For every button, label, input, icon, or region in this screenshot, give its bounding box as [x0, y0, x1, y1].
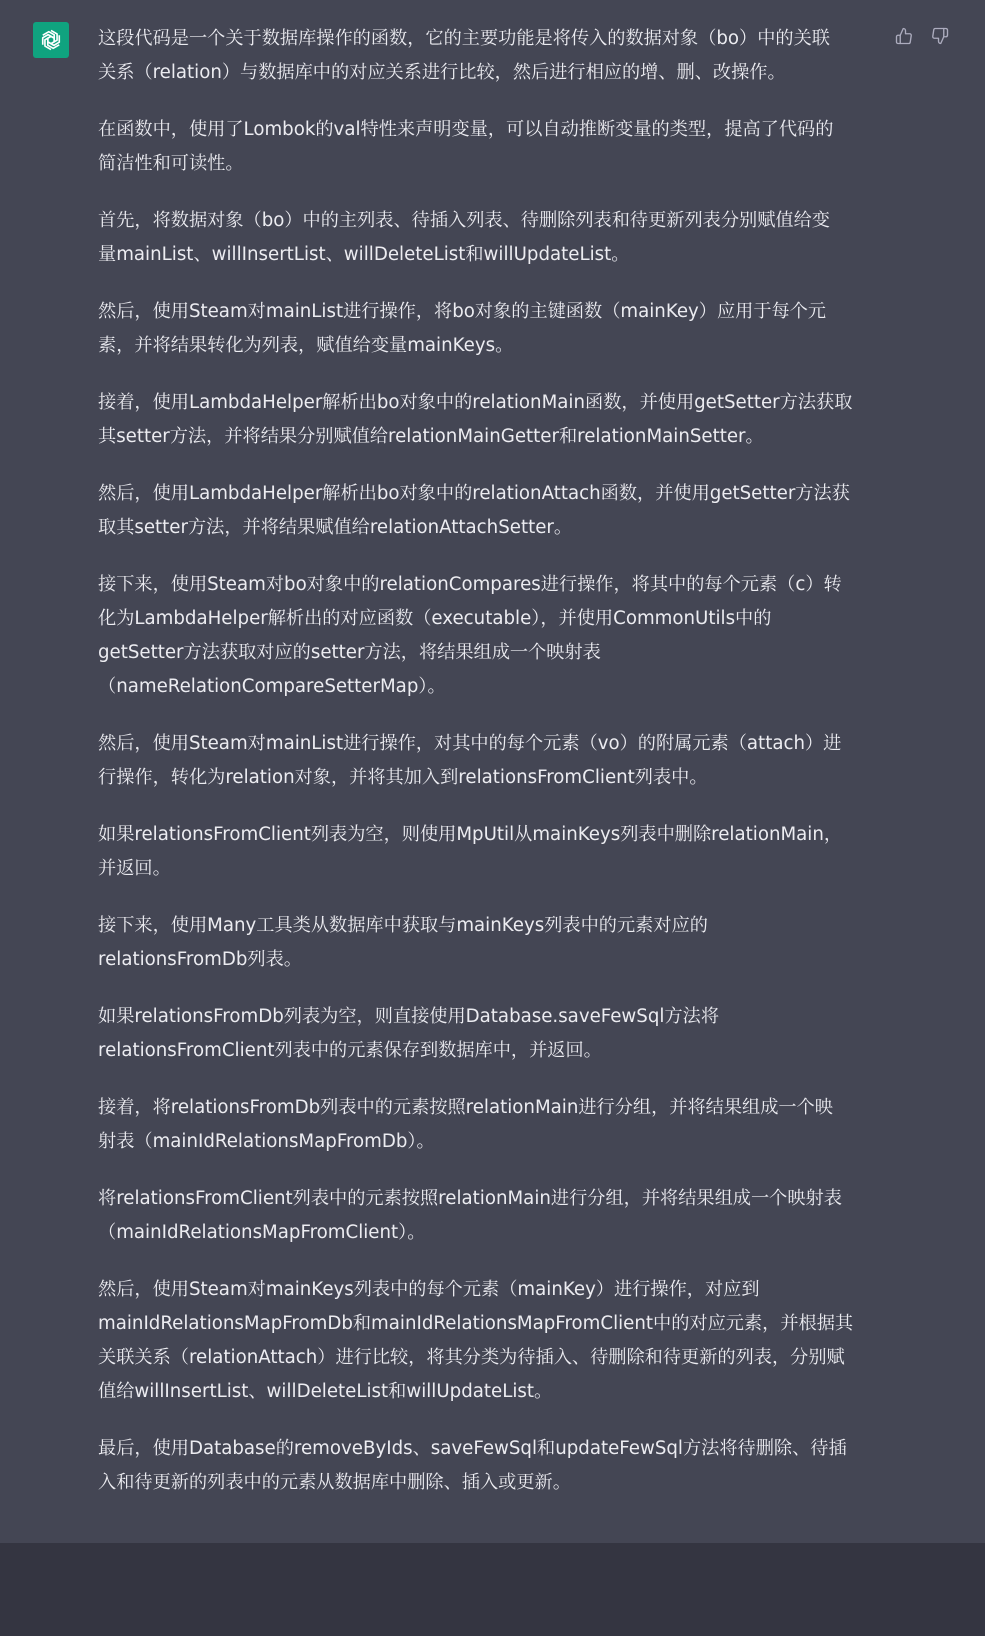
feedback-buttons [895, 26, 949, 46]
message-paragraph: 接着，将relationsFromDb列表中的元素按照relationMain进行分组，并将结果组成一个映 射表（mainIdRelationsMapFromDb）。 [98, 1097, 833, 1152]
message-paragraph: 如果relationsFromDb列表为空，则直接使用Database.saveFewSql方法将 relationsFromClient列表中的元素保存到数据库中，并返回。 [98, 1006, 720, 1061]
message-content [98, 22, 888, 1523]
message-paragraph: 然后，使用Steam对mainKeys列表中的每个元素（mainKey）进行操作，对应到 mainIdRelationsMapFromDb和mainIdRelationsMapFromClient中的对应元素，并根据其 关联关系（relationAttach）进行比较，将其分类为待插入、待删除和待更新的列表，分别赋 值给willInsertList、willDeleteList和willUpdateList。 [98, 1279, 854, 1402]
openai-logo-icon [38, 27, 64, 53]
message-paragraph: 然后，使用LambdaHelper解析出bo对象中的relationAttach函数，并使用getSetter方法获 取其setter方法，并将结果赋值给relationAttachSetter。 [98, 483, 850, 538]
message-paragraph: 接下来，使用Many工具类从数据库中获取与mainKeys列表中的元素对应的 relationsFromDb列表。 [98, 915, 708, 970]
message-paragraph: 最后，使用Database的removeByIds、saveFewSql和updateFewSql方法将待删除、待插 入和待更新的列表中的元素从数据库中删除、插入或更新。 [98, 1438, 847, 1493]
message-paragraph: 接下来，使用Steam对bo对象中的relationCompares进行操作，将其中的每个元素（c）转 化为LambdaHelper解析出的对应函数（executable），并使用CommonUtils中的 getSetter方法获取对应的setter方法，将结果组成一个映射表 （nameRelationCompareSetterMap）。 [98, 574, 842, 697]
thumbs-up-button[interactable] [895, 26, 913, 46]
message-paragraph: 这段代码是一个关于数据库操作的函数，它的主要功能是将传入的数据对象（bo）中的关联 关系（relation）与数据库中的对应关系进行比较，然后进行相应的增、删、改操作。 [98, 28, 830, 83]
thumbs-down-button[interactable] [931, 26, 949, 46]
message-paragraph: 首先，将数据对象（bo）中的主列表、待插入列表、待删除列表和待更新列表分别赋值给变 量mainList、willInsertList、willDeleteList和willUpdateList。 [98, 210, 830, 265]
message-paragraph: 接着，使用LambdaHelper解析出bo对象中的relationMain函数，并使用getSetter方法获取 其setter方法，并将结果分别赋值给relationMainGetter和relationMainSetter。 [98, 392, 853, 447]
message-paragraph: 然后，使用Steam对mainList进行操作，对其中的每个元素（vo）的附属元素（attach）进 行操作，转化为relation对象，并将其加入到relationsFromClient列表中。 [98, 733, 842, 788]
message-paragraph: 然后，使用Steam对mainList进行操作，将bo对象的主键函数（mainKey）应用于每个元 素，并将结果转化为列表，赋值给变量mainKeys。 [98, 301, 827, 356]
message-paragraph: 将relationsFromClient列表中的元素按照relationMain进行分组，并将结果组成一个映射表 （mainIdRelationsMapFromClient）。 [98, 1188, 842, 1243]
message-paragraph: 在函数中，使用了Lombok的val特性来声明变量，可以自动推断变量的类型，提高了代码的 简洁性和可读性。 [98, 119, 834, 174]
thumbs-down-icon [931, 27, 949, 45]
assistant-avatar [33, 22, 69, 58]
thumbs-up-icon [895, 27, 913, 45]
message-paragraph: 如果relationsFromClient列表为空，则使用MpUtil从mainKeys列表中删除relationMain， 并返回。 [98, 824, 843, 879]
